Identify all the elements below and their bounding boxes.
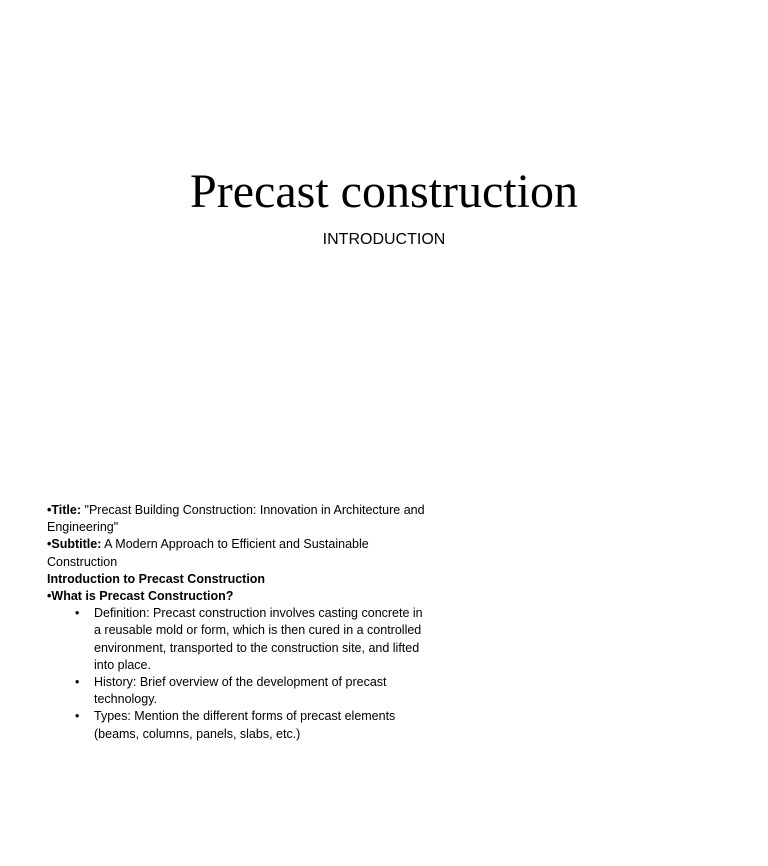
bullet: • xyxy=(75,606,80,621)
notes-heading xyxy=(47,571,427,588)
notes-question-label: What is Precast Construction? xyxy=(51,589,234,604)
notes-question-line xyxy=(47,588,427,605)
notes-heading-text: Introduction to Precast Construction xyxy=(47,571,266,586)
bullet: • xyxy=(47,503,52,517)
list-item xyxy=(47,605,427,674)
list-item-text: History: Brief overview of the development of precast technology. xyxy=(94,675,387,707)
speaker-notes xyxy=(47,502,427,743)
list-item-text: Definition: Precast construction involves casting concrete in a reusable mold or form, which is then cured in a controlled environment, transported to the construction site, and lifted into place. xyxy=(94,606,423,672)
notes-subtitle-label: Subtitle: xyxy=(51,537,102,552)
notes-title-line xyxy=(47,502,427,536)
list-item xyxy=(47,674,427,708)
slide-subtitle: INTRODUCTION xyxy=(322,231,446,248)
bullet: • xyxy=(75,675,80,690)
slide-title: Precast construction xyxy=(190,165,578,218)
notes-list xyxy=(47,605,427,743)
notes-title-label: Title: xyxy=(51,503,82,517)
list-item xyxy=(47,708,427,742)
bullet: • xyxy=(47,589,52,604)
bullet: • xyxy=(75,709,80,724)
bullet: • xyxy=(47,537,52,552)
list-item-text: Types: Mention the different forms of precast elements (beams, columns, panels, slabs, etc.) xyxy=(94,709,396,741)
notes-title-text: "Precast Building Construction: Innovation in Architecture and Engineering" xyxy=(47,503,425,535)
notes-subtitle-line xyxy=(47,536,427,570)
notes-subtitle-text: A Modern Approach to Efficient and Sustainable Construction xyxy=(47,537,369,569)
